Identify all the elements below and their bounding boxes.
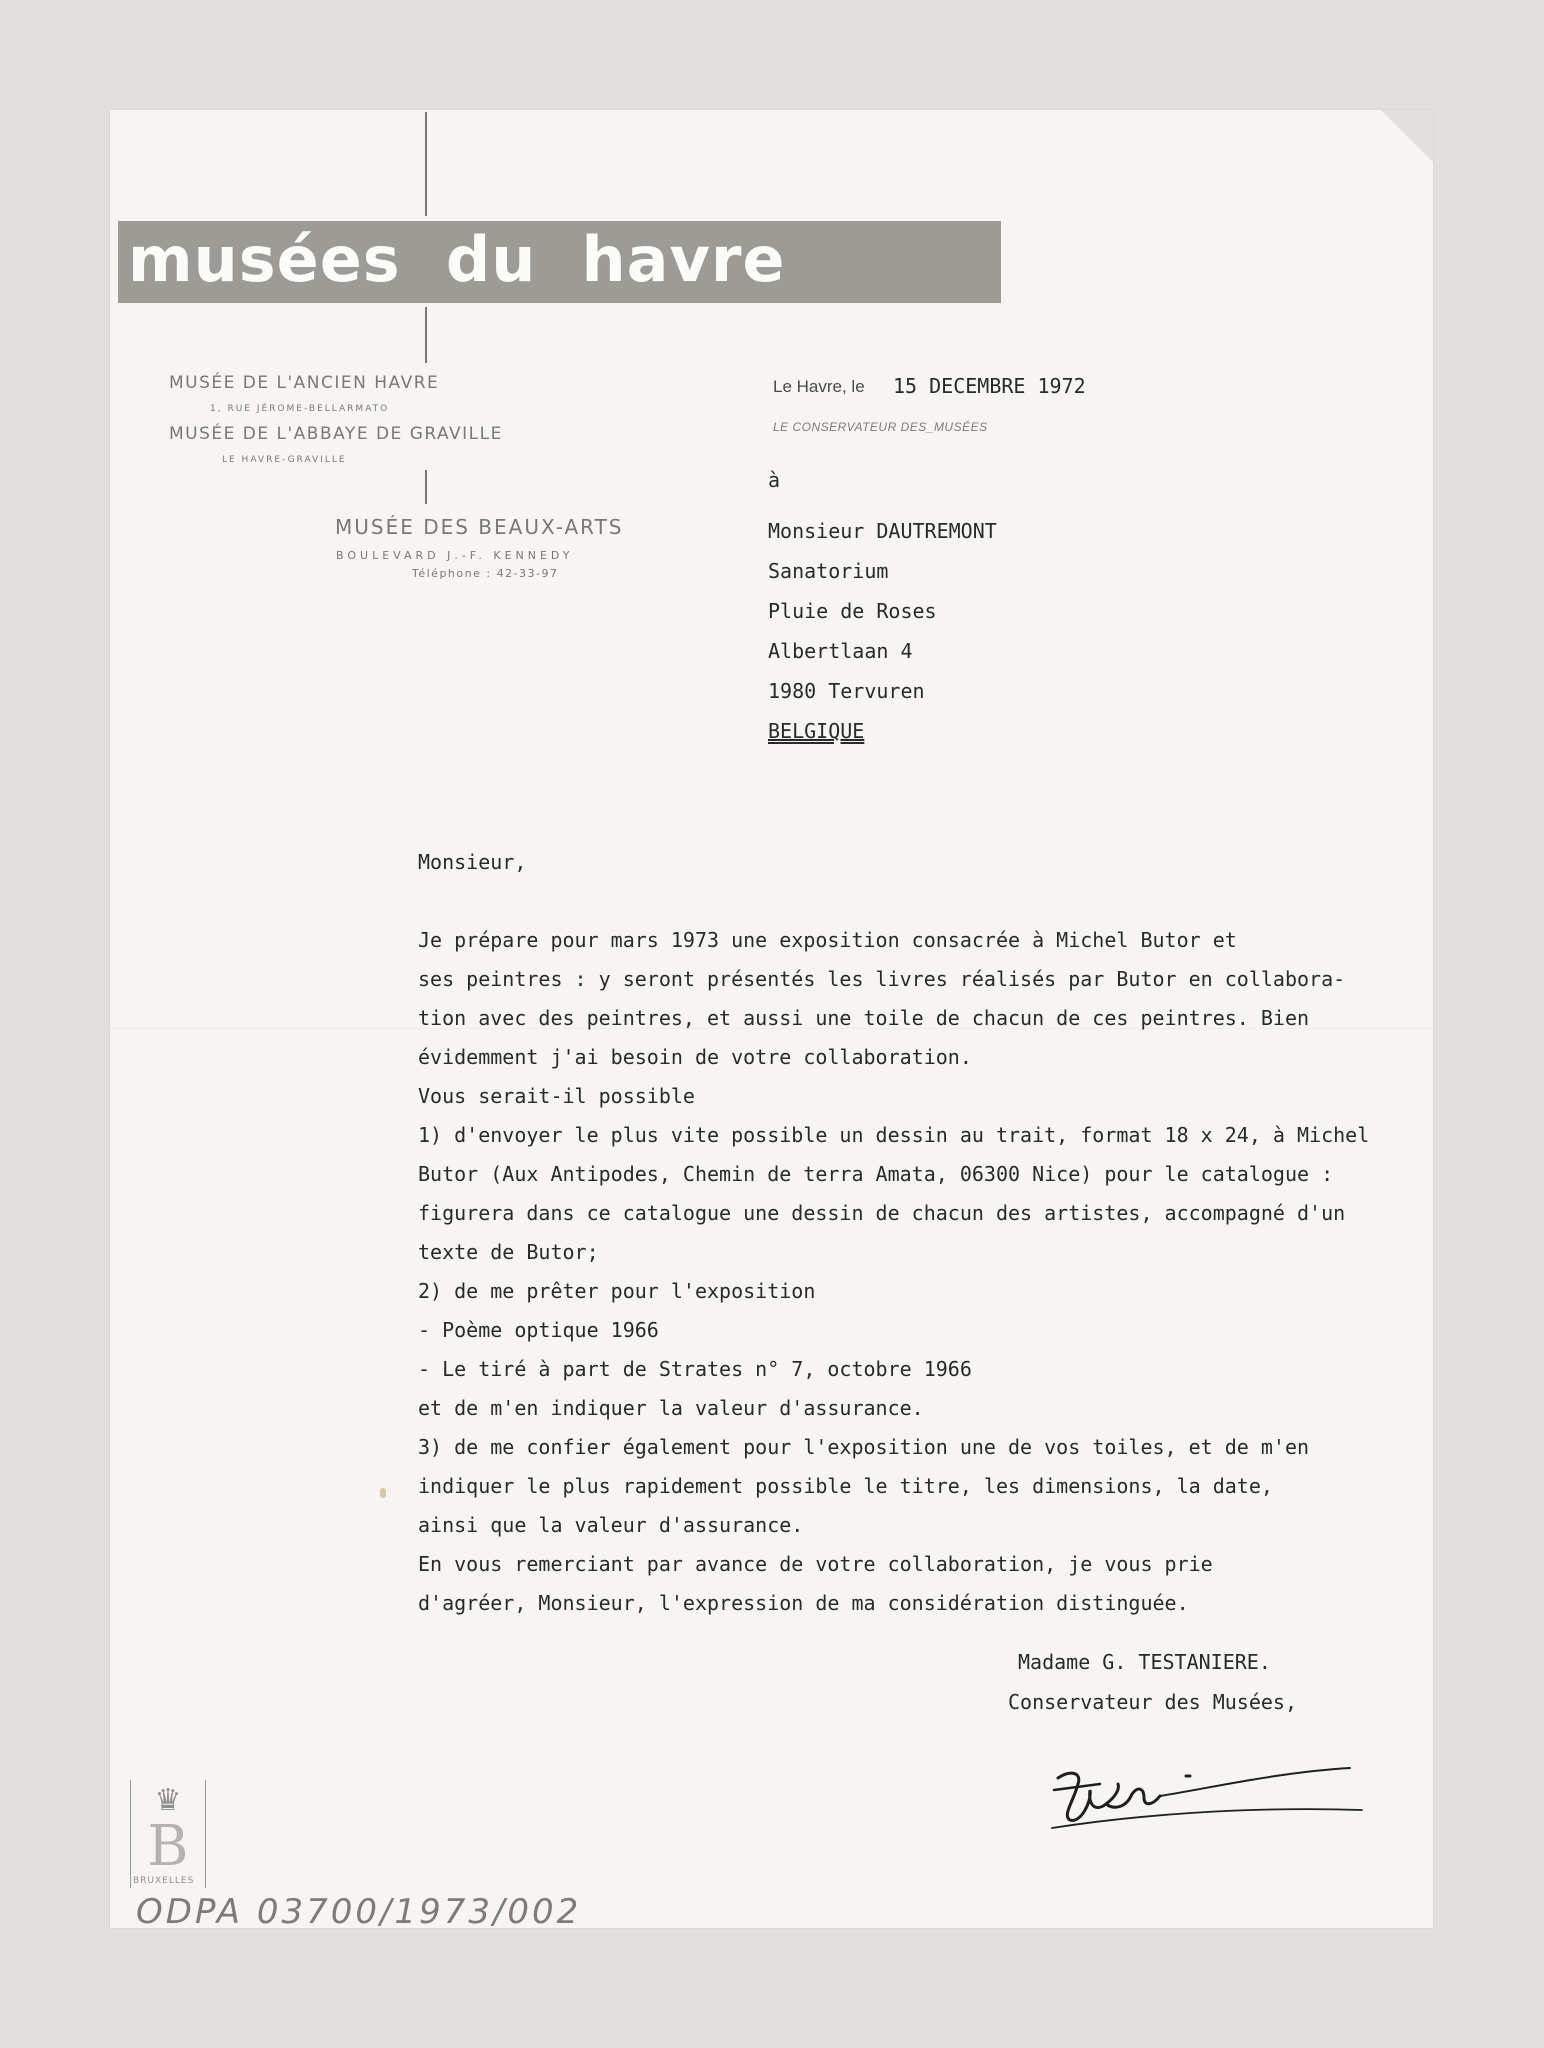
crown-icon: ♛ [154,1783,182,1818]
letterhead-title: musées du havre [128,223,786,296]
recipient-country: BELGIQUE [768,719,865,743]
letterhead-rule-middle [425,307,427,363]
body-line: 1) d'envoyer le plus vite possible un dessin au trait, format 18 x 24, à Michel [418,1123,1370,1147]
folded-corner [1381,110,1433,162]
museum-telephone: Téléphone : 42-33-97 [412,567,559,580]
archive-stamp [130,1780,206,1888]
body-line: indiquer le plus rapidement possible le titre, les dimensions, la date, [418,1474,1273,1498]
body-line: Butor (Aux Antipodes, Chemin de terra Amata, 06300 Nice) pour le catalogue : [418,1162,1334,1186]
body-line: texte de Butor; [418,1240,599,1264]
body-line: figurera dans ce catalogue une dessin de chacun des artistes, accompagné d'un [418,1201,1346,1225]
body-line: et de m'en indiquer la valeur d'assurance. [418,1396,924,1420]
museum-abbaye-graville: MUSÉE DE L'ABBAYE DE GRAVILLE [169,424,503,444]
handwritten-signature [1040,1750,1370,1840]
recipient-a: à [768,468,781,492]
body-line: - Poème optique 1966 [418,1318,659,1342]
closing-title: Conservateur des Musées, [1008,1690,1297,1714]
salutation: Monsieur, [418,850,527,874]
recipient-line: 1980 Tervuren [768,679,925,703]
body-line: tion avec des peintres, et aussi une toile de chacun de ces peintres. Bien [418,1006,1310,1030]
letter-page [110,110,1433,1932]
body-line: En vous remerciant par avance de votre collaboration, je vous prie [418,1552,1213,1576]
letterhead-rule-bottom [425,470,427,504]
body-line: 3) de me confier également pour l'exposition une de vos toiles, et de m'en [418,1435,1310,1459]
stamp-monogram: B [147,1814,189,1879]
stamp-label: BRUXELLES [133,1876,195,1886]
date-prefix: Le Havre, le [773,377,865,396]
recipient-line: Monsieur DAUTREMONT [768,519,997,543]
closing-name: Madame G. TESTANIERE. [1018,1650,1271,1674]
recipient-line: Albertlaan 4 [768,639,913,663]
recipient-line: Sanatorium [768,559,889,583]
body-line: Je prépare pour mars 1973 une exposition consacrée à Michel Butor et [418,928,1237,952]
letterhead-banner [118,221,1001,303]
letterhead-rule-top [425,112,427,216]
archive-reference: ODPA 03700/1973/002 [136,1892,582,1932]
body-line: d'agréer, Monsieur, l'expression de ma considération distinguée. [418,1591,1189,1615]
letter-date: 15 DECEMBRE 1972 [893,374,1086,398]
museum-beaux-arts: MUSÉE DES BEAUX-ARTS [335,515,624,539]
body-line: 2) de me prêter pour l'exposition [418,1279,816,1303]
museum-ancien-havre-address: 1, RUE JÉROME-BELLARMATO [210,404,390,414]
body-line: Vous serait-il possible [418,1084,695,1108]
museum-ancien-havre: MUSÉE DE L'ANCIEN HAVRE [169,373,440,393]
body-line: - Le tiré à part de Strates n° 7, octobre 1966 [418,1357,972,1381]
museum-abbaye-graville-address: LE HAVRE-GRAVILLE [222,455,347,465]
conservateur-header: LE CONSERVATEUR DES_MUSÉES [773,420,988,434]
body-line: ainsi que la valeur d'assurance. [418,1513,804,1537]
paper-mark [380,1488,386,1498]
recipient-line: Pluie de Roses [768,599,937,623]
museum-beaux-arts-address: BOULEVARD J.-F. KENNEDY [336,549,574,562]
body-line: évidemment j'ai besoin de votre collaboration. [418,1045,972,1069]
body-line: ses peintres : y seront présentés les livres réalisés par Butor en collabora- [418,967,1346,991]
